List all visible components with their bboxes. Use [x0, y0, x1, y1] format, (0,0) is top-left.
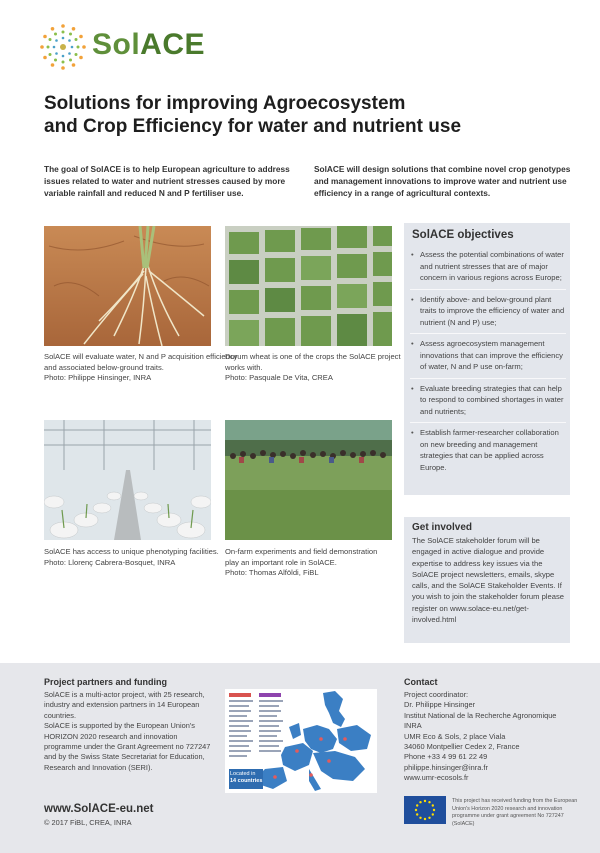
roots-photo [44, 226, 211, 346]
get-involved-body: The SolACE stakeholder forum will be engaged in active dialogue and provide expertise to address key issues via the SolACE project newsletters, emails, skype calls, and the SolACE Stakeholder Events. If you wish to join the stakeholder forum please register on www.solace-eu.net/get-involved.html [412, 536, 564, 625]
partner-map [225, 689, 377, 793]
field-demo-caption [225, 547, 390, 579]
partners-title: Project partners and funding [44, 677, 168, 687]
contact-phone: Phone +33 4 99 61 22 49 [404, 752, 488, 762]
partners-paragraph-1: SolACE is a multi-actor project, with 25 research, industry and extension partners in 14 European countries. [44, 690, 205, 720]
objective-item: • Establish farmer-researcher collaboration on new breeding and management strategies that can be applied across Europe. [410, 423, 566, 478]
partner-legend [229, 693, 283, 757]
logo-sol: Sol [92, 28, 141, 61]
get-involved-panel [404, 517, 570, 643]
phenotyping-photo [44, 420, 211, 540]
contact-institute: Institut National de la Recherche Agronomique [404, 710, 557, 720]
eu-flag-icon [404, 796, 446, 824]
contact-city: 34060 Montpellier Cedex 2, France [404, 742, 520, 752]
contact-website[interactable]: www.umr-ecosols.fr [404, 773, 469, 783]
objective-item: • Assess agroecosystem management innovations that can improve the efficiency of water, N and P use on-farm; [410, 334, 566, 379]
contact-name: Dr. Philippe Hinsinger [404, 700, 476, 710]
sun-rays-icon [38, 22, 88, 72]
phenotyping-caption-text: SolACE has access to unique phenotyping facilities. [44, 547, 219, 556]
phenotyping-credit: Photo: Llorenç Cabrera-Bosquet, INRA [44, 557, 176, 567]
map-located-text: Located in [230, 771, 256, 777]
wheat-plots-photo [225, 226, 392, 346]
roots-caption-text: SolACE will evaluate water, N and P acquisition efficiency and associated below-ground traits. [44, 352, 238, 372]
wheat-caption [225, 352, 420, 384]
objective-item: • Evaluate breeding strategies that can help to respond to combined shortages in water and nutrients; [410, 379, 566, 424]
field-demo-credit: Photo: Thomas Alföldi, FiBL [225, 568, 319, 577]
objective-item: • Identify above- and below-ground plant traits to improve the efficiency of water and nutrient (N and P) use; [410, 290, 566, 335]
partners-text [44, 690, 216, 773]
contact-org: INRA [404, 721, 422, 731]
field-demo-photo [225, 420, 392, 540]
intro-design: SolACE will design solutions that combine novel crop genotypes and management innovations to improve water and nutrient use efficiency in a range of agricultural contexts. [314, 164, 571, 198]
title-line-1: Solutions for improving Agroecosystem [44, 93, 406, 114]
contact-role: Project coordinator: [404, 690, 469, 699]
title-line-2: and Crop Efficiency for water and nutrient use [44, 116, 462, 137]
page-title [44, 92, 564, 138]
objectives-panel [404, 223, 570, 495]
contact-details [404, 690, 589, 784]
objective-item: • Assess the potential combinations of water and nutrient stresses that are of major concern in various regions across Europe; [410, 245, 566, 290]
contact-address: UMR Eco & Sols, 2 place Viala [404, 731, 506, 741]
contact-email[interactable]: philippe.hinsinger@inra.fr [404, 762, 488, 772]
partners-paragraph-2: SolACE is supported by the European Union's HORIZON 2020 research and innovation programme under the Grant Agreement no 727247 and by the Swiss State Secretariat for Education, Research and Innovation (SERI). [44, 721, 211, 772]
wheat-caption-text: Durum wheat is one of the crops the SolACE project works with. [225, 352, 401, 372]
eu-funding-notice: This project has received funding from the European Union's Horizon 2020 research and innovation programme under grant agreement No 727247 (SolACE) [452, 798, 578, 827]
phenotyping-caption [44, 547, 239, 568]
intro-goal: The goal of SolACE is to help European agriculture to address issues related to water and nutrient stresses caused by more variable rainfall and reduced N and P fertiliser use. [44, 164, 290, 198]
contact-title: Contact [404, 677, 438, 687]
solace-logo [38, 22, 206, 74]
objectives-list [410, 245, 566, 478]
get-involved-title: Get involved [412, 522, 473, 533]
objectives-title: SolACE objectives [412, 229, 514, 241]
map-located-label [230, 771, 262, 785]
wheat-credit: Photo: Pasquale De Vita, CREA [225, 373, 333, 382]
roots-credit: Photo: Philippe Hinsinger, INRA [44, 373, 152, 382]
map-countries-text: 14 countries [230, 778, 263, 785]
roots-caption [44, 352, 239, 384]
website-link[interactable]: www.SolACE-eu.net [44, 803, 154, 815]
logo-wordmark [92, 28, 205, 62]
field-demo-caption-text: On-farm experiments and field demonstration play an important role in SolACE. [225, 547, 378, 567]
copyright: © 2017 FiBL, CREA, INRA [44, 818, 132, 827]
logo-ace: ACE [140, 28, 206, 61]
